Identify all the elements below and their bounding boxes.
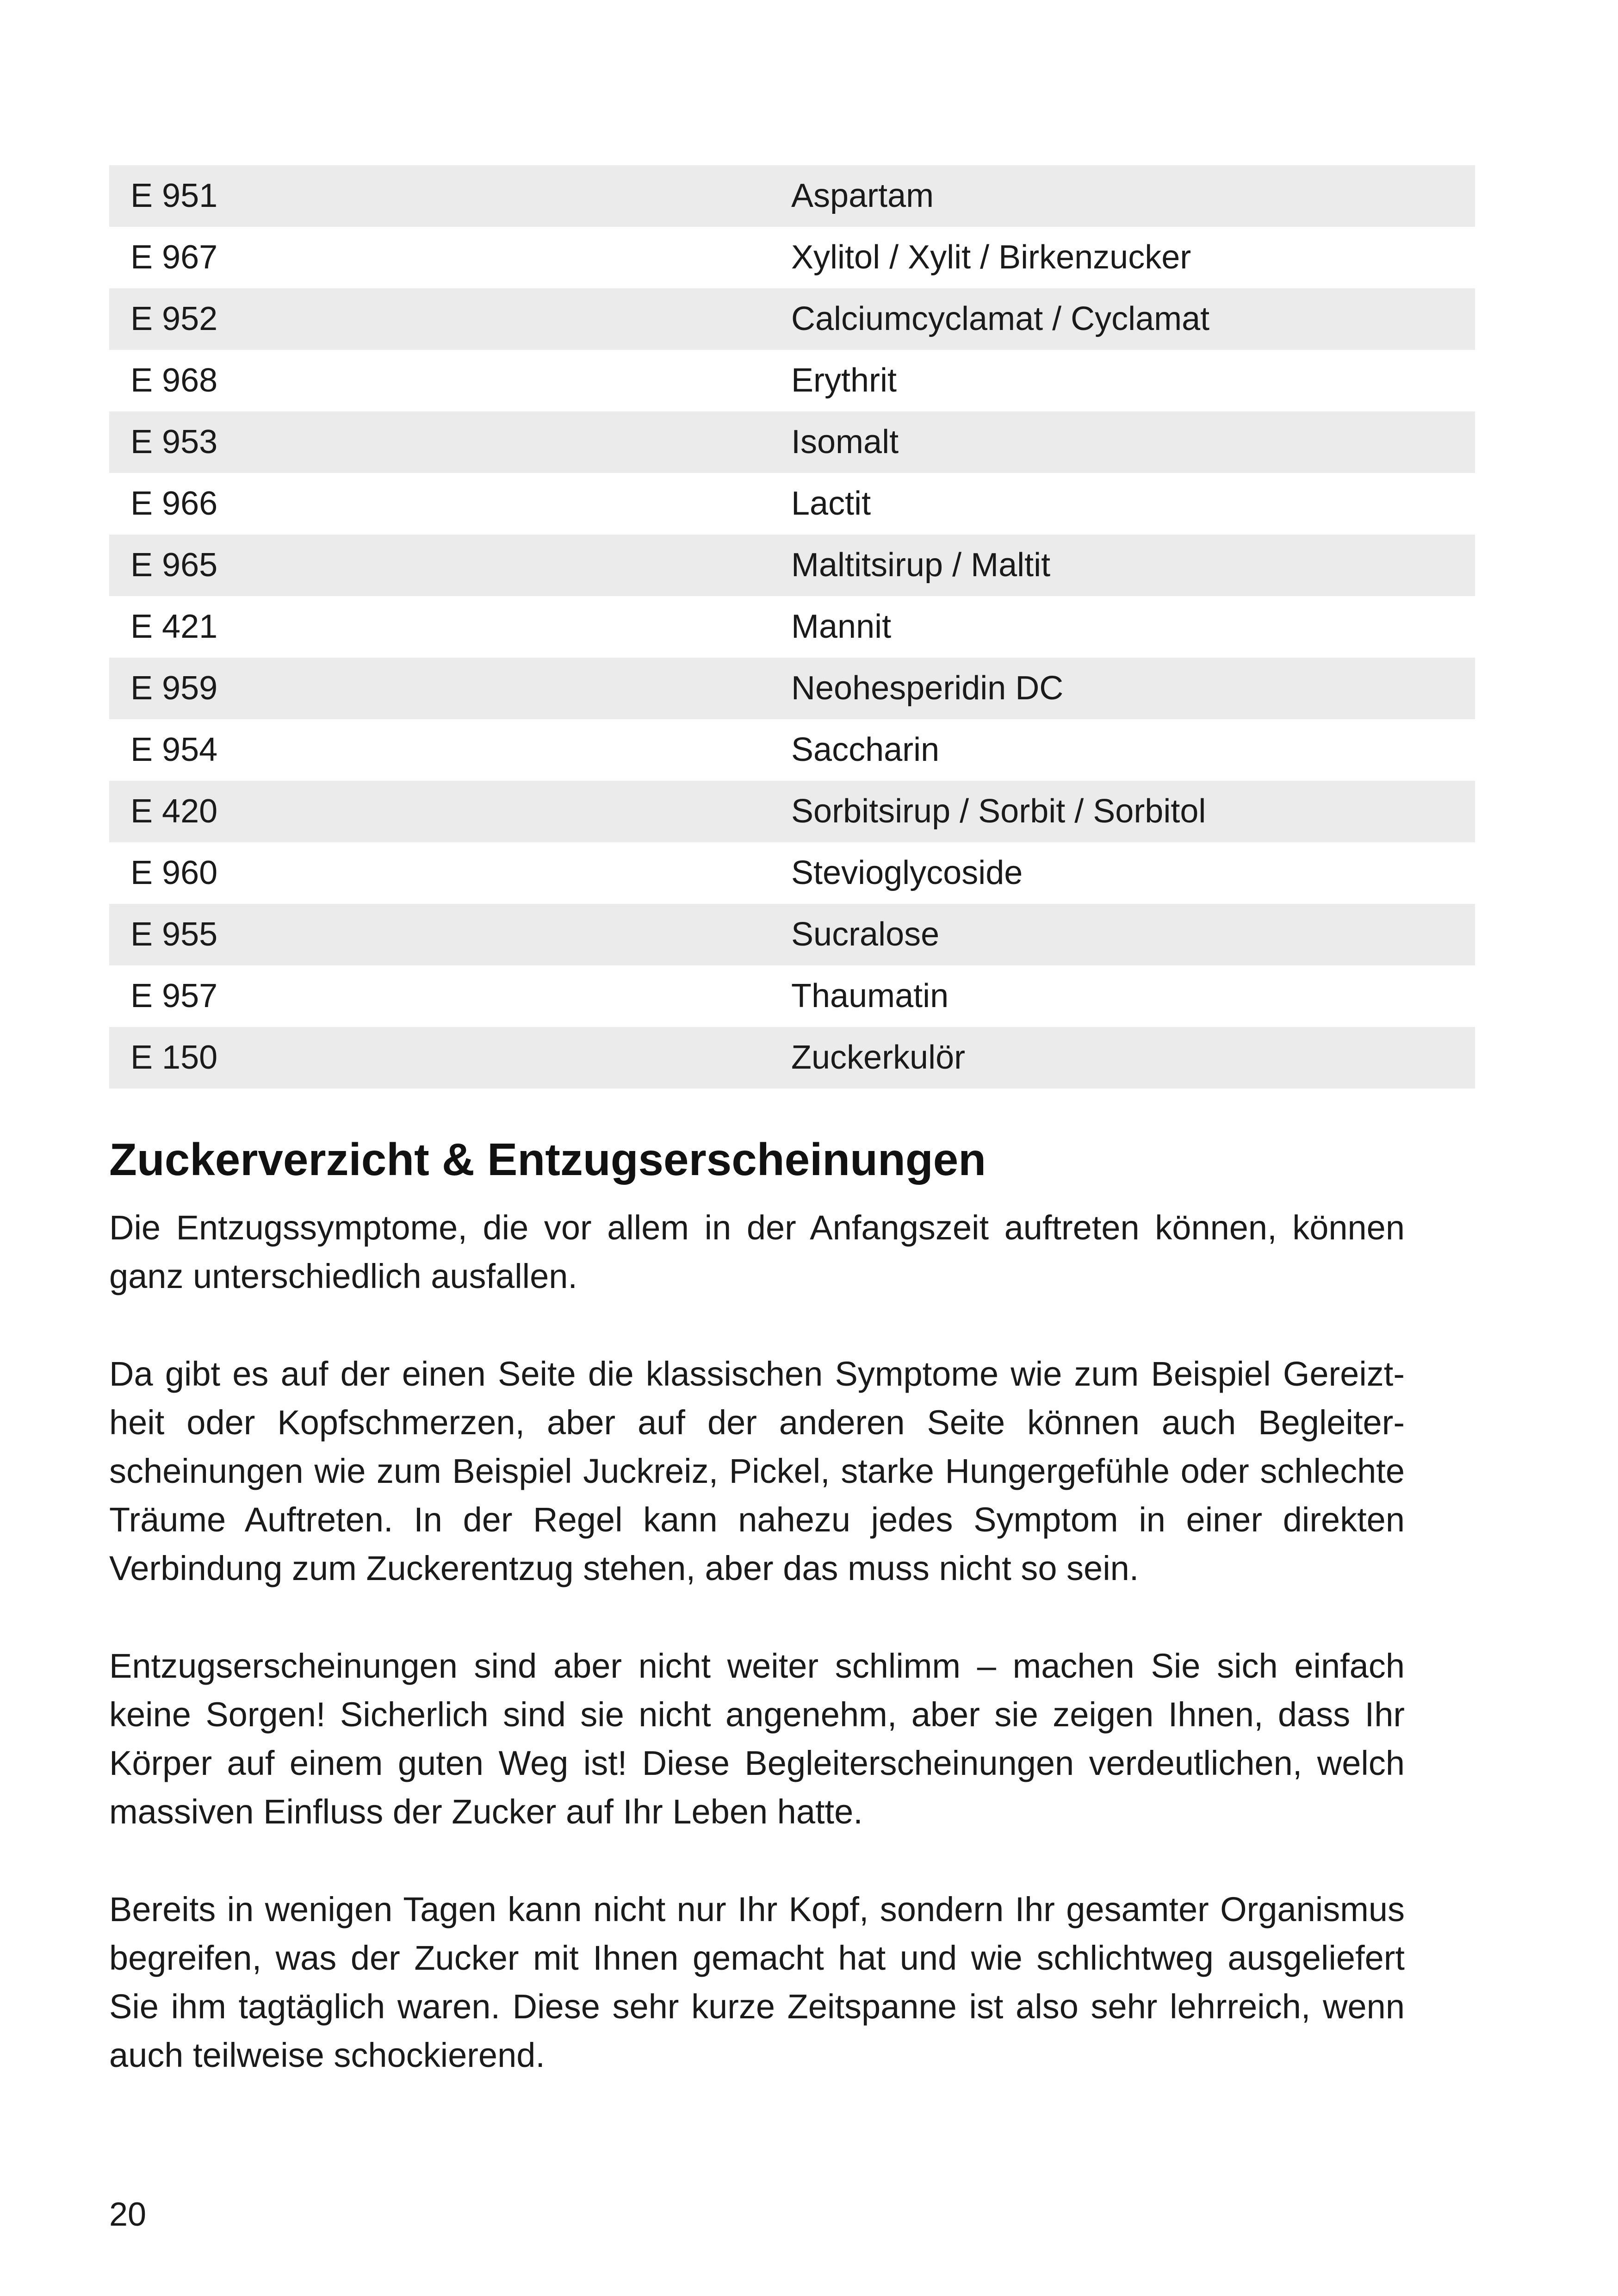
additive-name-cell: Neohesperidin DC bbox=[791, 658, 1475, 719]
e-number-cell: E 960 bbox=[130, 854, 218, 891]
table-row bbox=[109, 473, 1475, 535]
additive-name-cell: Calciumcyclamat / Cyclamat bbox=[791, 288, 1475, 350]
e-number-cell: E 955 bbox=[109, 904, 791, 965]
e-number-cell: E 421 bbox=[130, 608, 218, 645]
additive-name-cell: Sucralose bbox=[791, 904, 1475, 965]
table-row bbox=[109, 350, 1475, 411]
paragraph: Die Entzugssymptome, die vor allem in der Anfangszeit auftreten können, können ganz unterschiedlich ausfallen. bbox=[109, 1208, 1405, 1295]
table-row bbox=[109, 288, 1475, 350]
table-row bbox=[109, 904, 1475, 965]
table-row bbox=[109, 965, 1475, 1027]
section-body bbox=[109, 1203, 1405, 2128]
additive-name-cell: Lactit bbox=[791, 485, 871, 522]
e-number-cell: E 150 bbox=[109, 1027, 791, 1089]
table-row bbox=[109, 165, 1475, 227]
section-heading: Zuckerverzicht & Entzugserscheinungen bbox=[109, 1134, 986, 1185]
additive-name-cell: Aspartam bbox=[791, 165, 1475, 227]
additive-name-cell: Sorbitsirup / Sorbit / Sorbitol bbox=[791, 781, 1475, 842]
table-row bbox=[109, 658, 1475, 719]
paragraph: Entzugserscheinungen sind aber nicht weiter schlimm – machen Sie sich einfach keine Sorgen! Sicherlich sind sie nicht angenehm, aber sie zeigen Ihnen, dass Ihr Körper auf einem guten Weg ist! Diese Begleiterscheinungen verdeutlichen, welch massiven Einfluss der Zucker auf Ihr Leben hatte. bbox=[109, 1647, 1405, 1831]
additive-name-cell: Maltitsirup / Maltit bbox=[791, 535, 1475, 596]
paragraph: Bereits in wenigen Tagen kann nicht nur Ihr Kopf, sondern Ihr gesamter Organismus begreifen, was der Zucker mit Ihnen gemacht hat und wie schlichtweg ausgeliefert Sie ihm tagtäglich waren. Diese sehr kurze Zeitspanne ist also sehr lehrreich, wenn auch teilweise schockierend. bbox=[109, 1890, 1405, 2074]
page-number: 20 bbox=[109, 2196, 147, 2233]
e-number-cell: E 953 bbox=[109, 411, 791, 473]
additive-name-cell: Xylitol / Xylit / Birkenzucker bbox=[791, 239, 1191, 276]
e-number-cell: E 957 bbox=[130, 977, 218, 1014]
e-number-cell: E 420 bbox=[109, 781, 791, 842]
table-row bbox=[109, 596, 1475, 658]
e-number-cell: E 967 bbox=[130, 239, 218, 276]
additive-name-cell: Zuckerkulör bbox=[791, 1027, 1475, 1089]
table-row bbox=[109, 781, 1475, 842]
additive-name-cell: Stevioglycoside bbox=[791, 854, 1023, 891]
e-number-cell: E 965 bbox=[109, 535, 791, 596]
additive-name-cell: Mannit bbox=[791, 608, 892, 645]
table-row bbox=[109, 719, 1475, 781]
paragraph: Da gibt es auf der einen Seite die klassischen Symptome wie zum Beispiel Gereiztheit oder Kopfschmerzen, aber auf der anderen Seite können auch Begleiterscheinungen wie zum Beispiel Juckreiz, Pickel, starke Hungergefühle oder schlechte Träume Auftreten. In der Regel kann nahezu jedes Symptom in einer direkten Verbindung zum Zuckerentzug stehen, aber das muss nicht so sein. bbox=[109, 1355, 1405, 1587]
e-number-cell: E 954 bbox=[130, 731, 218, 768]
e-number-cell: E 968 bbox=[130, 362, 218, 399]
additive-name-cell: Thaumatin bbox=[791, 977, 949, 1014]
table-row bbox=[109, 411, 1475, 473]
e-number-cell: E 966 bbox=[130, 485, 218, 522]
additive-name-cell: Saccharin bbox=[791, 731, 940, 768]
sweetener-additives-table bbox=[109, 165, 1475, 1089]
additive-name-cell: Erythrit bbox=[791, 362, 897, 399]
table-row bbox=[109, 842, 1475, 904]
e-number-cell: E 952 bbox=[109, 288, 791, 350]
e-number-cell: E 951 bbox=[109, 165, 791, 227]
table-row bbox=[109, 227, 1475, 288]
table-row bbox=[109, 1027, 1475, 1089]
table-row bbox=[109, 535, 1475, 596]
e-number-cell: E 959 bbox=[109, 658, 791, 719]
additive-name-cell: Isomalt bbox=[791, 411, 1475, 473]
